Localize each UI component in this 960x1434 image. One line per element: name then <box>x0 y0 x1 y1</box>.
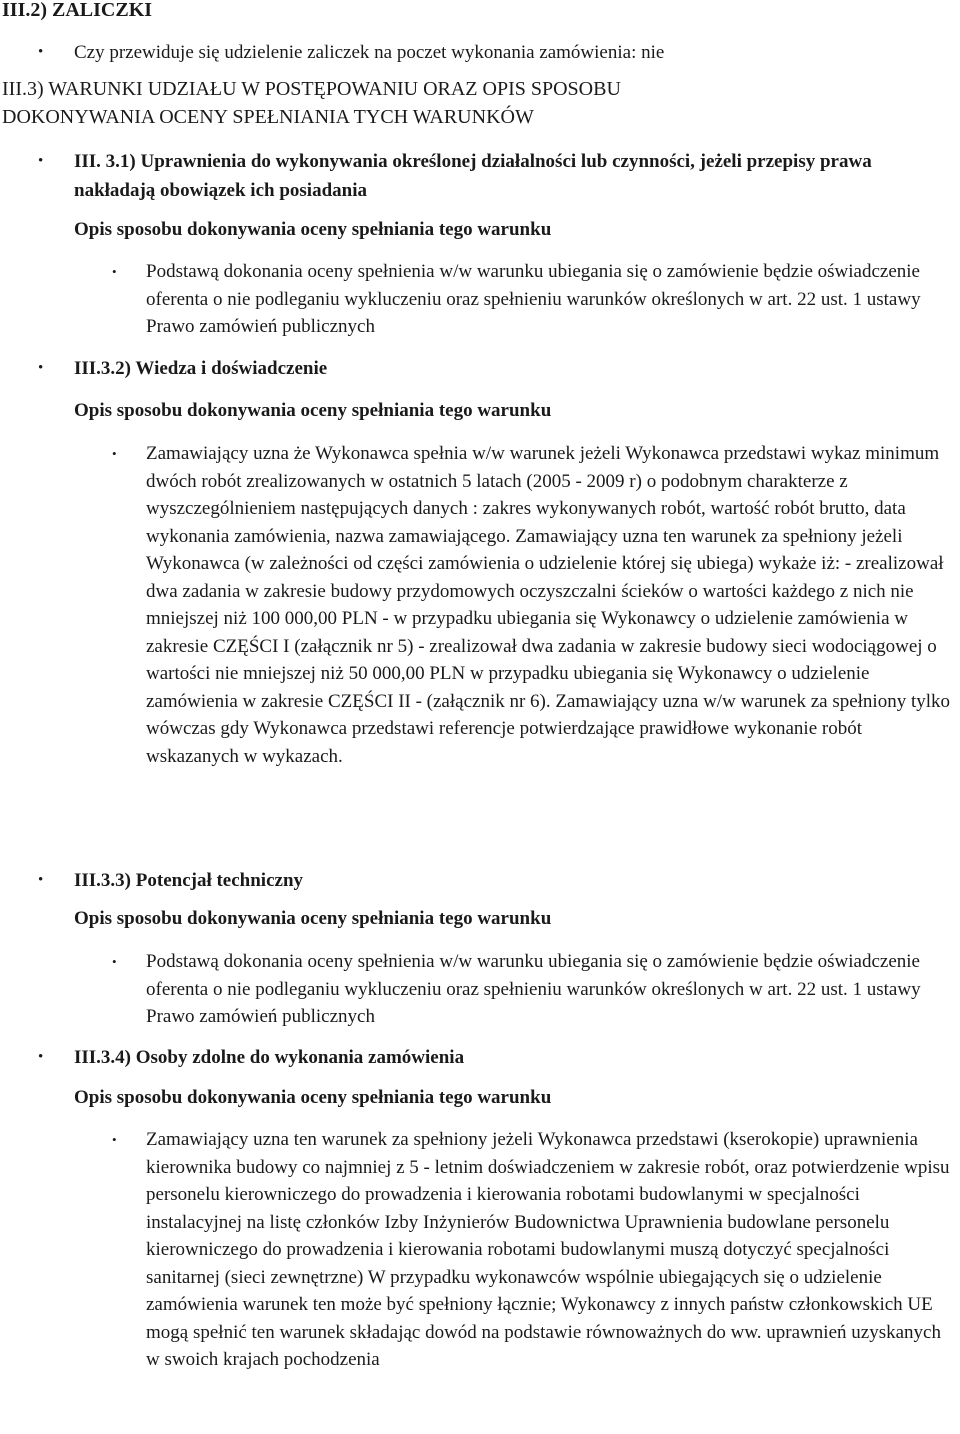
bullet-icon: • <box>38 153 44 169</box>
condition-title: III.3.2) Wiedza i doświadczenie <box>74 358 328 379</box>
bullet-icon: • <box>112 1132 117 1147</box>
condition-title: III. 3.1) Uprawnienia do wykonywania określonej działalności lub czynności, jeżeli przepisy prawa nakładają obowiązek ich posiadania <box>74 151 872 201</box>
bullet-icon: • <box>38 1049 44 1065</box>
bullet-icon: • <box>112 446 117 461</box>
condition-detail-text: Podstawą dokonania oceny spełnienia w/w warunku ubiegania się o zamówienie będzie oświadczenie oferenta o nie podleganiu wykluczeniu oraz spełnieniu warunków określonych w art. 22 ust. 1 ustawy Prawo zamówień publicznych <box>146 261 921 337</box>
bullet-icon: • <box>38 872 44 888</box>
condition-title: III.3.4) Osoby zdolne do wykonania zamówienia <box>74 1047 465 1068</box>
advance-payment-text: Czy przewiduje się udzielenie zaliczek na poczet wykonania zamówienia: nie <box>74 42 665 63</box>
section-heading-warunki-line1: III.3) WARUNKI UDZIAŁU W POSTĘPOWANIU ORAZ OPIS SPOSOBU <box>2 78 621 100</box>
assessment-label: Opis sposobu dokonywania oceny spełniania tego warunku <box>74 1087 552 1108</box>
condition-detail-text: Podstawą dokonania oceny spełnienia w/w warunku ubiegania się o zamówienie będzie oświadczenie oferenta o nie podleganiu wykluczeniu oraz spełnieniu warunków określonych w art. 22 ust. 1 ustawy Prawo zamówień publicznych <box>146 951 921 1027</box>
bullet-icon: • <box>112 954 117 969</box>
condition-detail-text: Zamawiający uzna że Wykonawca spełnia w/w warunek jeżeli Wykonawca przedstawi wykaz minimum dwóch robót zrealizowanych w ostatnich 5 latach (2005 - 2009 r) o podobnym charakterze z wyszczególnieniem następujących danych : zakres wykonywanych robót, wartość robót brutto, data wykonania zamówienia, nazwa zamawiającego. Zamawiający uzna ten warunek za spełniony jeżeli Wykonawca (w zależności od części zamówienia o udzielenie której się ubiega) wykaże iż: - zrealizował dwa zadania w zakresie budowy przydomowych oczyszczalni ścieków o wartości każdego z nich nie mniejszej niż 100 000,00 PLN - w przypadku ubiegania się Wykonawcy o udzielenie zamówienia w zakresie CZĘŚCI I (załącznik nr 5) - zrealizował dwa zadania w zakresie budowy sieci wodociągowej o wartości nie mniejszej niż 50 000,00 PLN w przypadku ubiegania się Wykonawcy o udzielenie zamówienia w zakresie CZĘŚCI II - (załącznik nr 6). Zamawiający uzna w/w warunek za spełniony tylko wówczas gdy Wykonawca przedstawi referencje potwierdzające prawidłowe wykonanie robót wskazanych w wykazach. <box>146 443 951 767</box>
assessment-label: Opis sposobu dokonywania oceny spełniania tego warunku <box>74 219 552 240</box>
bullet-icon: • <box>38 360 44 376</box>
bullet-icon: • <box>38 44 44 60</box>
condition-title: III.3.3) Potencjał techniczny <box>74 870 304 891</box>
section-heading-warunki-line2: DOKONYWANIA OCENY SPEŁNIANIA TYCH WARUNKÓW <box>2 106 534 128</box>
bullet-icon: • <box>112 264 117 279</box>
condition-detail-text: Zamawiający uzna ten warunek za spełniony jeżeli Wykonawca przedstawi (kserokopie) uprawnienia kierownika budowy co najmniej z 5 - letnim doświadczeniem w zakresie robót, oraz potwierdzenie wpisu personelu kierowniczego do prowadzenia i kierowania robotami budowlanymi w specjalności instalacyjnej na listę członków Izby Inżynierów Budownictwa Uprawnienia budowlane personelu kierowniczego do prowadzenia i kierowania robotami budowlanymi muszą dotyczyć specjalności sanitarnej (sieci zewnętrzne) W przypadku wykonawców wspólnie ubiegających się o udzielenie zamówienia warunek ten może być spełniony łącznie; Wykonawcy z innych państw członkowskich UE mogą spełnić ten warunek składając dowód na podstawie równoważnych do ww. uprawnień uzyskanych w swoich krajach pochodzenia <box>146 1129 950 1370</box>
assessment-label: Opis sposobu dokonywania oceny spełniania tego warunku <box>74 400 552 421</box>
assessment-label: Opis sposobu dokonywania oceny spełniania tego warunku <box>74 908 552 929</box>
section-heading-zaliczki: III.2) ZALICZKI <box>2 0 153 21</box>
